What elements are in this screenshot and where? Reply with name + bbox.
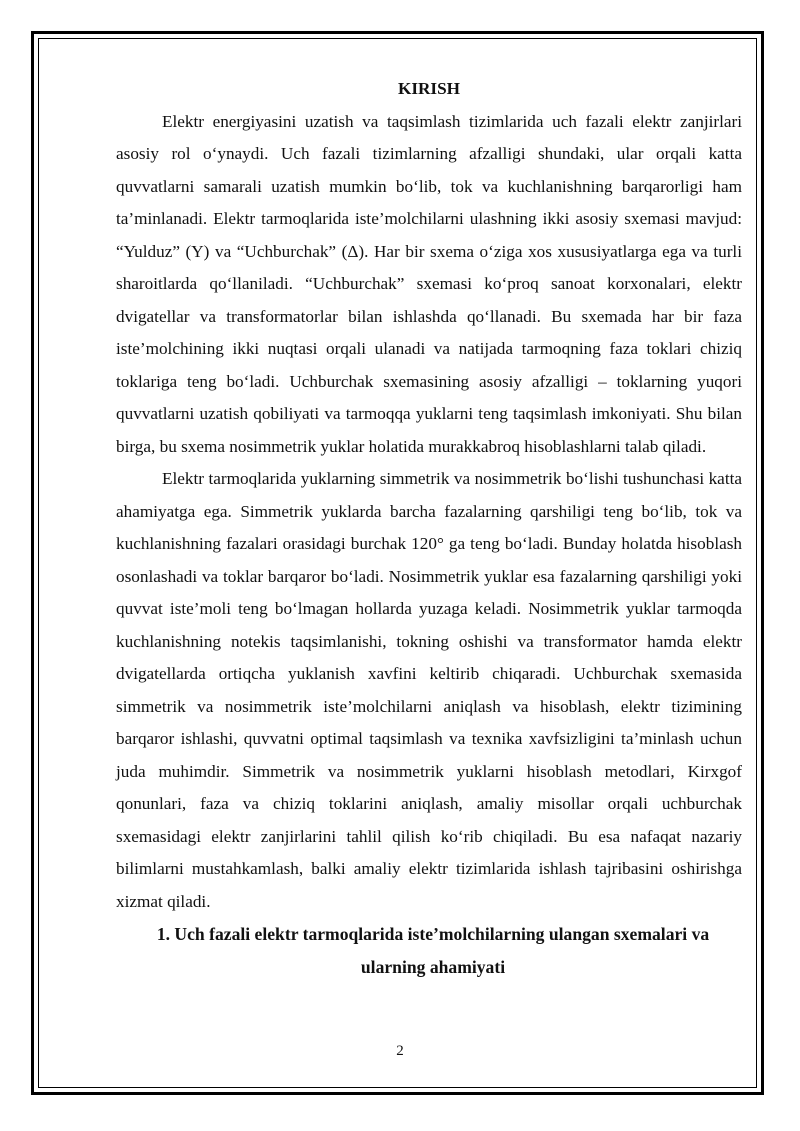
paragraph-intro: Elektr energiyasini uzatish va taqsimlash tizimlarida uch fazali elektr zanjirlari asosiy rol o‘ynaydi. Uch fazali tizimlarning afzalligi shundaki, ular orqali katta quvvatlarni samarali uzatish mumkin bo‘lib, tok va kuchlanishning barqarorligi ham ta’minlanadi. Elektr tarmoqlarida iste’molchilarni ulashning ikki asosiy sxemasi mavjud: “Yulduz” (Y) va “Uchburchak” (Δ). Har bir sxema o‘ziga xos xususiyatlarga ega va turli sharoitlarda qo‘llaniladi. “Uchburchak” sxemasi ko‘proq sanoat korxonalari, elektr dvigatellar va transformatorlar bilan ishlashda qo‘llanadi. Bu sxemada har bir faza iste’molchining ikki nuqtasi orqali ulanadi va natijada tarmoqning faza toklari chiziq toklariga teng bo‘ladi. Uchburchak sxemasining asosiy afzalligi – toklarning yuqori quvvatlarni uzatish qobiliyati va tarmoqqa yuklarni teng taqsimlash imkoniyati. Shu bilan birga, bu sxema nosimmetrik yuklar holatida murakkabroq hisoblashlarni talab qiladi. bbox=[116, 111, 742, 456]
page-number: 2 bbox=[396, 1043, 404, 1059]
page-heading: KIRISH bbox=[397, 79, 461, 98]
paragraph-loads: Elektr tarmoqlarida yuklarning simmetrik va nosimmetrik bo‘lishi tushunchasi katta ahamiyatga ega. Simmetrik yuklarda barcha fazalarning qarshiligi teng bo‘lib, tok va kuchlanishning fazalari orasidagi burchak 120° ga teng bo‘ladi. Bunday holatda hisoblash osonlashadi va toklar barqaror bo‘ladi. Nosimmetrik yuklar esa fazalarning qarshiligi yoki quvvat iste’moli teng bo‘lmagan hollarda yuzaga keladi. Nosimmetrik yuklar tarmoqda kuchlanishning notekis taqsimlanishi, tokning oshishi va transformator hamda elektr dvigatellarda ortiqcha yuklanish xavfini keltirib chiqaradi. Uchburchak sxemasida simmetrik va nosimmetrik iste’molchilarni aniqlash va hisoblash, elektr tizimining barqaror ishlashi, quvvatni optimal taqsimlash va texnika xavfsizligini ta’minlash uchun juda muhimdir. Simmetrik va nosimmetrik yuklarni hisoblash metodlari, Kirxgof qonunlari, faza va chiziq toklarini aniqlash, amaliy misollar orqali uchburchak sxemasidagi elektr zanjirlarini tahlil qilish ko‘rib chiqiladi. Bu esa nafaqat nazariy bilimlarni mustahkamlash, balki amaliy elektr tizimlarida ishlash tajribasini oshirishga xizmat qiladi. bbox=[116, 469, 742, 911]
section-title: 1. Uch fazali elektr tarmoqlarida iste’molchilarning ulangan sxemalari va ularning ahamiyati bbox=[156, 924, 710, 977]
document-body bbox=[116, 73, 742, 983]
